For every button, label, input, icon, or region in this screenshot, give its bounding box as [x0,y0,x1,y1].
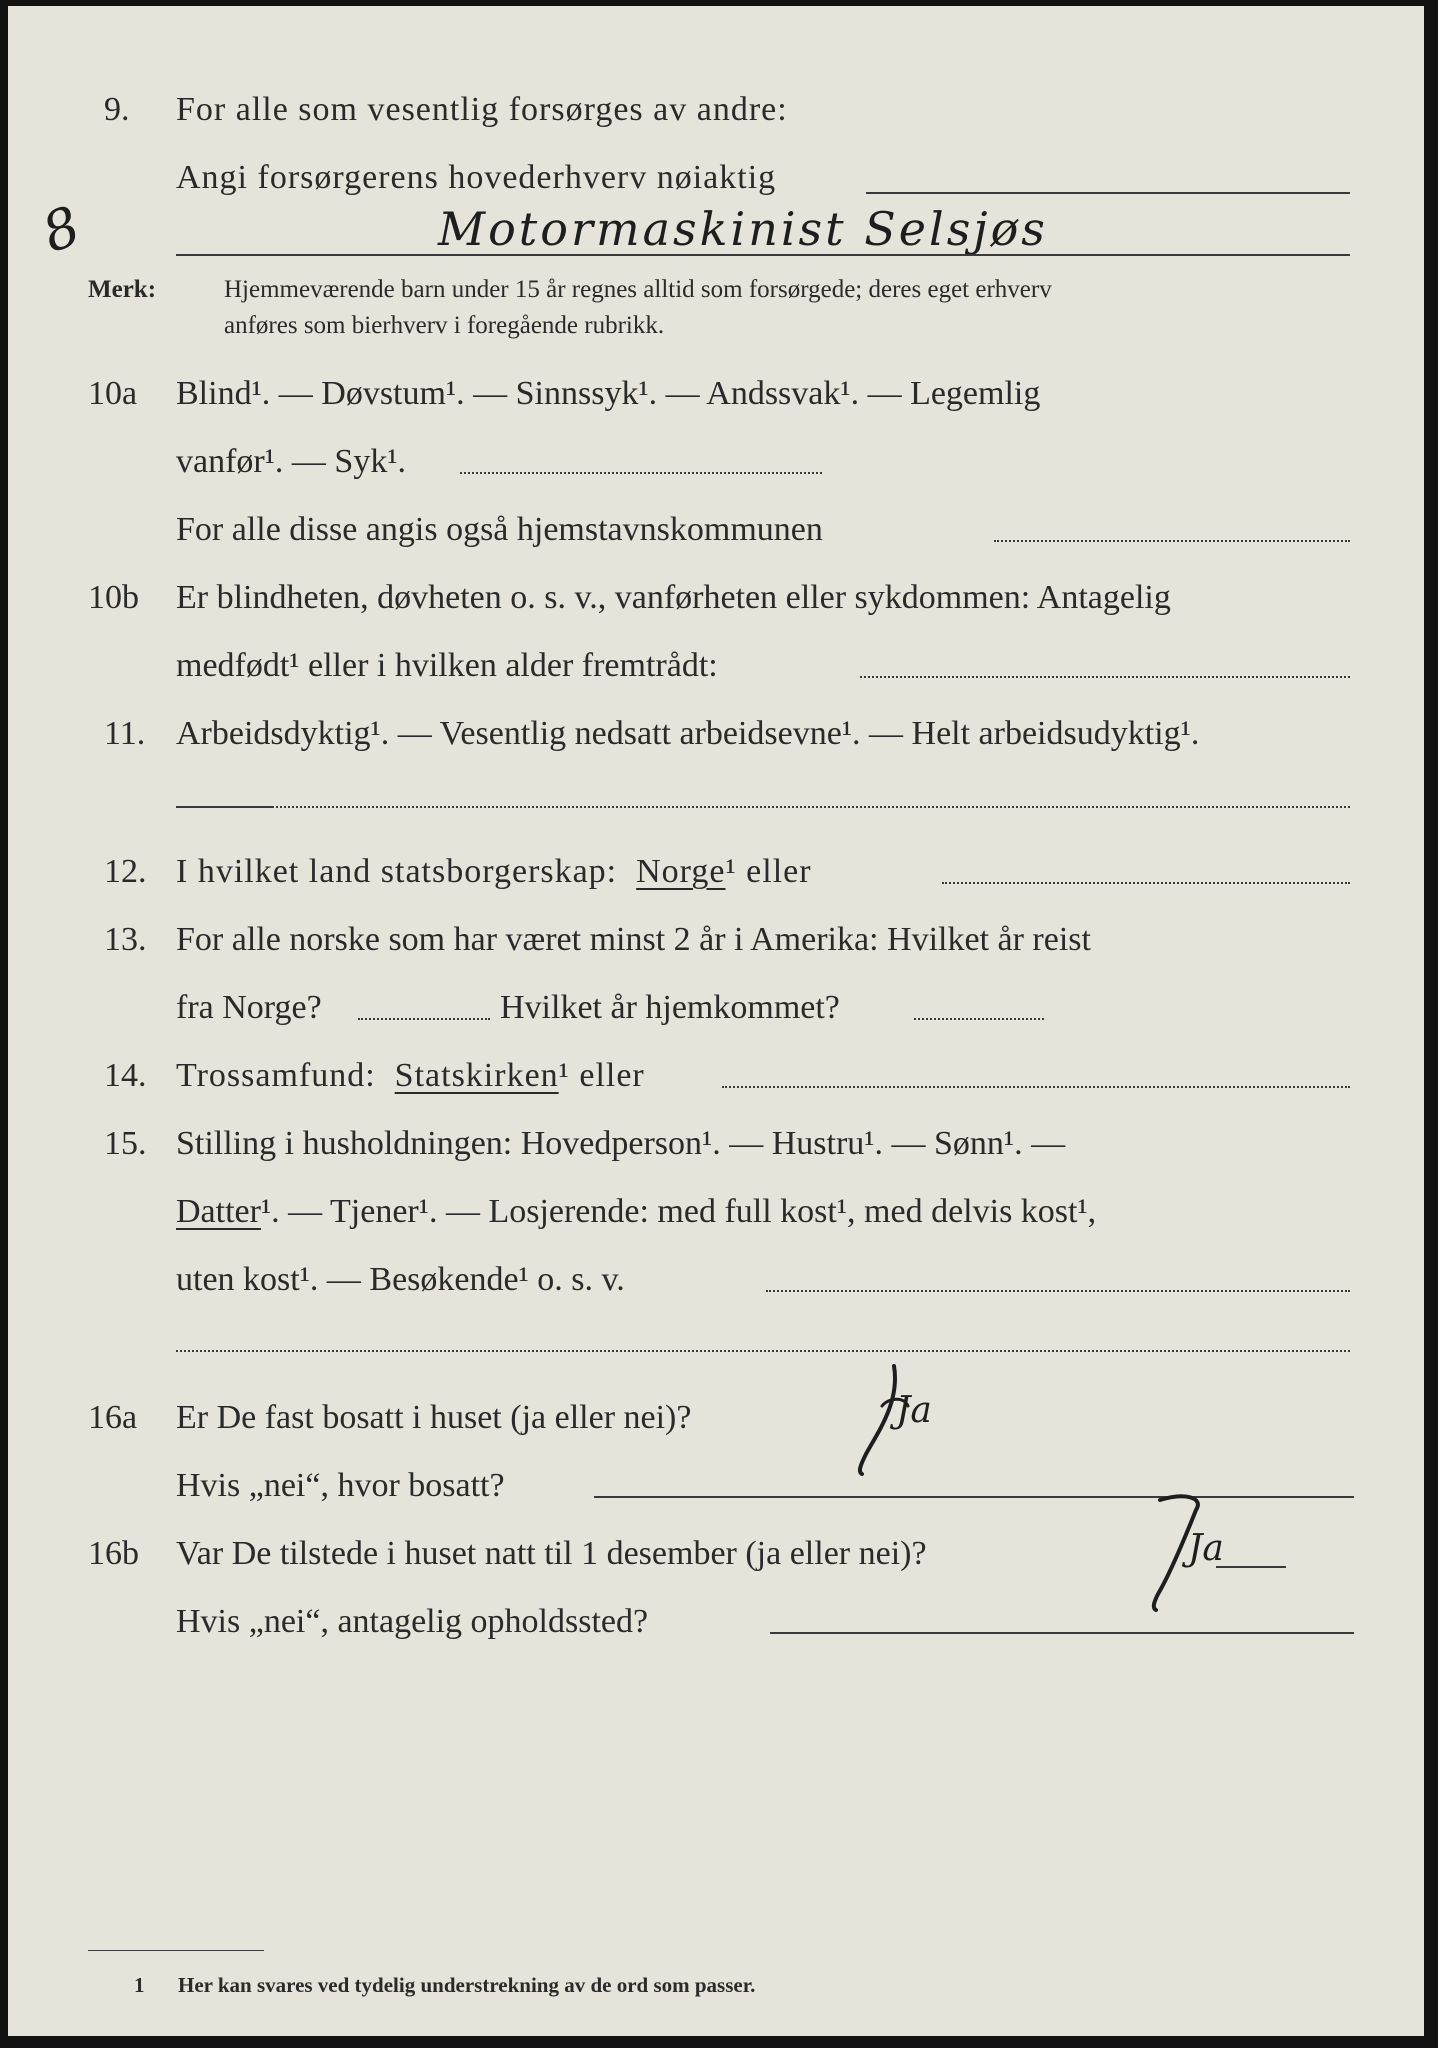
q10a-line1: Blind¹. — Døvstum¹. — Sinnssyk¹. — Andssvak¹. — Legemlig [176,375,1041,412]
q11-field [272,806,1350,808]
q13-line1: For alle norske som har været minst 2 år i Amerika: Hvilket år reist [176,921,1091,958]
q10a-line3: For alle disse angis også hjemstavnskommunen [176,511,823,548]
q14-field [722,1086,1350,1088]
q15-field-2 [176,1350,1350,1352]
q12-pre: I hvilket land statsborgerskap: [176,853,618,890]
q11-line-solid [176,806,272,808]
q14-number: 14. [104,1057,147,1094]
q15-line3: uten kost¹. — Besøkende¹ o. s. v. [176,1261,625,1298]
q13-number: 13. [104,921,147,958]
q14-pre: Trossamfund: [176,1057,376,1094]
q13-hjemkommet-field [914,1018,1044,1020]
q9-answer-line-2 [176,254,1350,256]
q12-question [176,852,812,892]
q10b-line2: medfødt¹ eller i hvilken alder fremtrådt: [176,647,718,684]
q9-line2: Angi forsørgerens hovederhverv nøiaktig [176,159,777,196]
q9-margin-mark: 8 [34,194,89,265]
q16a-line1: Er De fast bosatt i huset (ja eller nei)? [176,1399,692,1436]
merk-line2: anføres som bierhverv i foregående rubrikk. [224,312,665,339]
q16b-line1: Var De tilstede i huset natt til 1 desember (ja eller nei)? [176,1535,927,1572]
q16b-field [770,1632,1354,1634]
q9-answer-line-1 [866,192,1350,194]
q9-handwritten-answer: Motormaskinist Selsjøs [438,202,1048,256]
q11-number: 11. [104,715,146,752]
q10b-number: 10b [88,579,139,616]
census-form-page [8,6,1424,2036]
q14-post: ¹ eller [558,1057,645,1094]
q12-number: 12. [104,853,147,890]
footnote-text: Her kan svares ved tydelig understrekning av de ord som passer. [178,1973,756,1997]
q16a-number: 16a [88,1399,138,1436]
q12-field [942,882,1350,884]
q14-question [176,1056,645,1096]
q9-number: 9. [104,91,130,128]
q10a-syk-field [460,472,822,474]
q16b-handwritten-answer: Ja [1188,1528,1224,1569]
q10a-hjemstavn-field [994,540,1350,542]
q13-line2b: Hvilket år hjemkommet? [500,989,840,1026]
q13-reist-field [358,1018,490,1020]
q13-line2a: fra Norge? [176,989,322,1026]
q15-line2-wrap [176,1192,1096,1232]
q15-field [766,1290,1350,1292]
q14-answer-statskirken: Statskirken [394,1057,559,1094]
q16a-handwritten-answer: Ja [896,1390,932,1431]
q15-line1: Stilling i husholdningen: Hovedperson¹. — Hustru¹. — Sønn¹. — [176,1125,1066,1162]
q9-line1: For alle som vesentlig forsørges av andre: [176,91,788,128]
footnote-rule [88,1950,264,1951]
q15-answer-datter: Datter [176,1193,261,1230]
q15-line2: ¹. — Tjener¹. — Losjerende: med full kost¹, med delvis kost¹, [260,1193,1097,1230]
q15-number: 15. [104,1125,147,1162]
q10a-line2: vanfør¹. — Syk¹. [176,443,407,480]
footnote-mark: 1 [134,1973,145,1997]
q16b-number: 16b [88,1535,139,1572]
q10b-field [860,676,1350,678]
q16b-answer-line [1216,1566,1286,1568]
q16a-line2: Hvis „nei“, hvor bosatt? [176,1467,505,1504]
q12-answer-norge: Norge [636,853,726,890]
q11-line1: Arbeidsdyktig¹. — Vesentlig nedsatt arbeidsevne¹. — Helt arbeidsudyktig¹. [176,715,1200,752]
q10a-number: 10a [88,375,138,412]
q10b-line1: Er blindheten, døvheten o. s. v., vanførheten eller sykdommen: Antagelig [176,579,1171,616]
merk-line1: Hjemmeværende barn under 15 år regnes alltid som forsørgede; deres eget erhverv [224,276,1052,303]
q16b-line2: Hvis „nei“, antagelig opholdssted? [176,1603,649,1640]
merk-label: Merk: [88,276,157,303]
q12-post: ¹ eller [725,853,812,890]
